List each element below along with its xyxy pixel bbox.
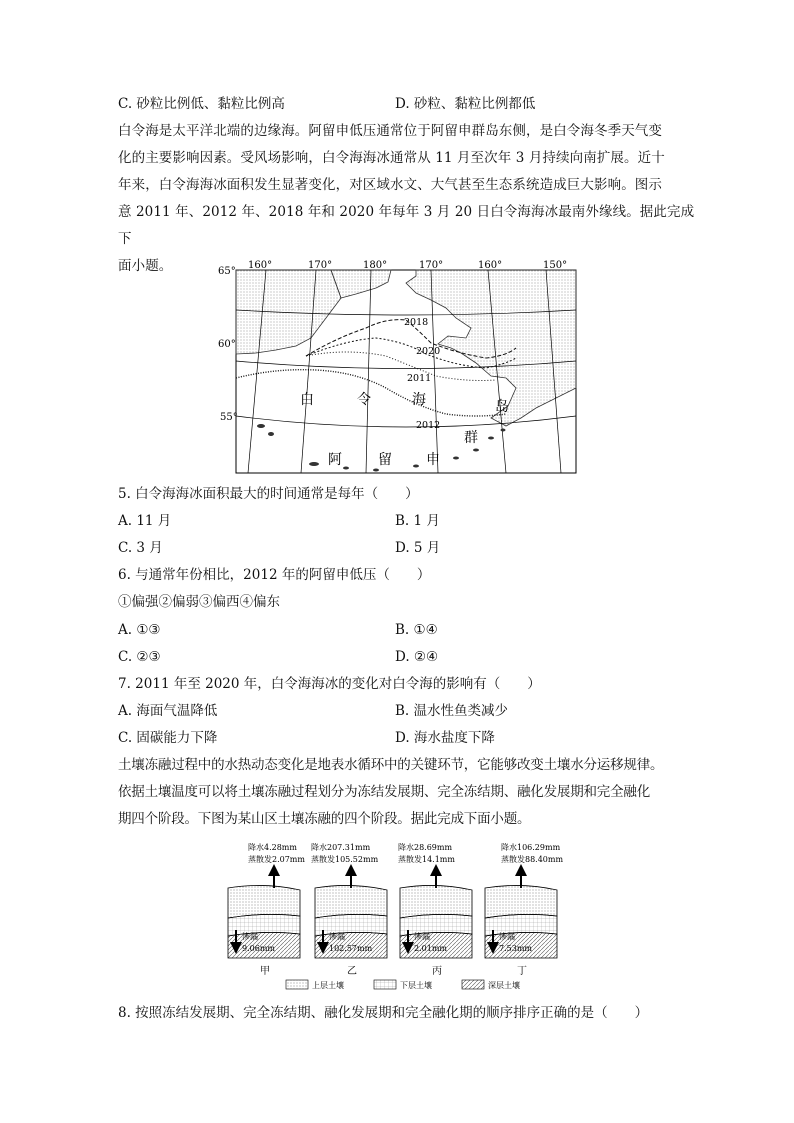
panel-yi-leak-label: 渗漏 xyxy=(329,932,345,941)
panel-jia-evap: 蒸散发2.07mm xyxy=(248,855,305,864)
legend-label-lower: 下层土壤 xyxy=(400,981,432,990)
lon-label-170w: 170° xyxy=(308,260,333,271)
q5-option-b: B. 1 月 xyxy=(395,513,440,529)
passage-bering-sea xyxy=(118,118,704,280)
lat-label-55: 55° xyxy=(220,412,238,423)
bering-sea-ice-map xyxy=(216,258,582,478)
passage1-line-4: 意 2011 年、2012 年、2018 年和 2020 年每年 3 月 20 日白令海海冰最南外缘线。据此完成下 xyxy=(118,204,695,247)
panel-yi-name: 乙 xyxy=(347,966,357,977)
panel-bing xyxy=(398,842,472,977)
island-char-3: 申 xyxy=(426,452,440,468)
year-label-2018: 2018 xyxy=(404,317,429,328)
passage1-line-3: 年来，白令海海冰面积发生显著变化，对区域水文、大气甚至生态系统造成巨大影响。图示 xyxy=(118,177,662,193)
panel-bing-leak-label: 渗漏 xyxy=(414,932,430,941)
q6-option-a: A. ①③ xyxy=(118,622,161,638)
lon-label-170e: 170° xyxy=(419,260,444,271)
passage1-line-1: 白令海是太平洋北端的边缘海。阿留申低压通常位于阿留申群岛东侧，是白令海冬季天气变 xyxy=(118,123,662,139)
panel-yi-leak: 102.57mm xyxy=(329,944,373,953)
island-char-5: 群 xyxy=(464,430,478,446)
legend-label-upper: 上层土壤 xyxy=(312,981,344,990)
panel-bing-name: 丙 xyxy=(432,966,442,977)
island-char-2: 留 xyxy=(378,452,392,468)
passage1-line-5: 面小题。 xyxy=(118,258,173,274)
q6-option-c: C. ②③ xyxy=(118,649,161,665)
legend-swatch-deep xyxy=(462,980,484,989)
sea-char-3: 海 xyxy=(412,392,426,408)
panel-bing-precip: 降水28.69mm xyxy=(398,843,453,852)
island-char-4: 岛 xyxy=(495,399,509,415)
passage2-line-3: 期四个阶段。下图为某山区土壤冻融的四个阶段。据此完成下面小题。 xyxy=(118,811,531,827)
legend-swatch-lower xyxy=(374,980,396,989)
q7-option-a: A. 海面气温降低 xyxy=(118,703,218,719)
panel-jia xyxy=(228,842,305,977)
soil-freeze-thaw-diagram xyxy=(224,838,574,994)
sea-char-2: 令 xyxy=(357,392,371,408)
passage-soil-freeze-thaw xyxy=(118,752,704,833)
lat-label-60: 60° xyxy=(218,339,236,350)
q4-option-d: D. 砂粒、黏粒比例都低 xyxy=(395,96,536,112)
panel-jia-name: 甲 xyxy=(260,966,270,977)
panel-jia-leak: 9.06mm xyxy=(242,944,275,953)
passage1-line-2: 化的主要影响因素。受风场影响，白令海海冰通常从 11 月至次年 3 月持续向南扩展。近十 xyxy=(118,150,665,166)
panel-jia-precip: 降水4.28mm xyxy=(248,843,297,852)
panel-ding-evap: 蒸散发88.40mm xyxy=(501,855,564,864)
q7-option-b: B. 温水性鱼类减少 xyxy=(395,703,509,719)
panel-yi-precip: 降水207.31mm xyxy=(311,843,371,852)
sea-char-1: 白 xyxy=(300,392,314,408)
q5-option-c: C. 3 月 xyxy=(118,540,163,556)
q5-option-a: A. 11 月 xyxy=(118,513,172,529)
legend-label-deep: 深层土壤 xyxy=(488,981,520,990)
q4-option-c: C. 砂粒比例低、黏粒比例高 xyxy=(118,96,285,112)
panel-jia-leak-label: 渗漏 xyxy=(242,932,258,941)
panel-yi xyxy=(311,842,387,977)
lon-label-180: 180° xyxy=(363,260,388,271)
panel-yi-evap: 蒸散发105.52mm xyxy=(311,855,379,864)
year-label-2020: 2020 xyxy=(416,346,441,357)
soil-legend xyxy=(286,980,520,990)
q7-stem: 7. 2011 年至 2020 年，白令海海冰的变化对白令海的影响有（ ） xyxy=(118,676,541,692)
lon-label-150e: 150° xyxy=(543,260,568,271)
panel-bing-evap: 蒸散发14.1mm xyxy=(398,855,455,864)
q6-option-b: B. ①④ xyxy=(395,622,438,638)
panel-ding xyxy=(485,842,563,977)
passage2-line-1: 土壤冻融过程中的水热动态变化是地表水循环中的关键环节，它能够改变土壤水分运移规律。 xyxy=(118,757,664,773)
panel-ding-leak: 7.53mm xyxy=(499,944,532,953)
passage2-line-2: 依据土壤温度可以将土壤冻融过程划分为冻结发展期、完全冻结期、融化发展期和完全融化 xyxy=(118,784,650,800)
q7-option-d: D. 海水盐度下降 xyxy=(395,730,495,746)
panel-ding-precip: 降水106.29mm xyxy=(501,843,561,852)
year-label-2012: 2012 xyxy=(416,420,441,431)
year-label-2011: 2011 xyxy=(407,373,432,384)
lat-label-65: 65° xyxy=(218,266,236,277)
panel-ding-name: 丁 xyxy=(517,966,527,977)
q5-option-d: D. 5 月 xyxy=(395,540,441,556)
q5-stem: 5. 白令海海冰面积最大的时间通常是每年（ ） xyxy=(118,486,419,502)
legend-swatch-upper xyxy=(286,980,308,989)
lon-label-160e: 160° xyxy=(478,260,503,271)
q6-choices: ①偏强②偏弱③偏西④偏东 xyxy=(118,594,280,610)
q7-option-c: C. 固碳能力下降 xyxy=(118,730,218,746)
q6-stem: 6. 与通常年份相比，2012 年的阿留申低压（ ） xyxy=(118,567,431,583)
q8-stem: 8. 按照冻结发展期、完全冻结期、融化发展期和完全融化期的顺序排序正确的是（ ） xyxy=(118,1005,649,1021)
lon-label-160w: 160° xyxy=(248,260,273,271)
panel-bing-leak: 2.01mm xyxy=(414,944,447,953)
panel-ding-leak-label: 渗漏 xyxy=(499,932,515,941)
q6-option-d: D. ②④ xyxy=(395,649,439,665)
island-char-1: 阿 xyxy=(328,452,342,468)
